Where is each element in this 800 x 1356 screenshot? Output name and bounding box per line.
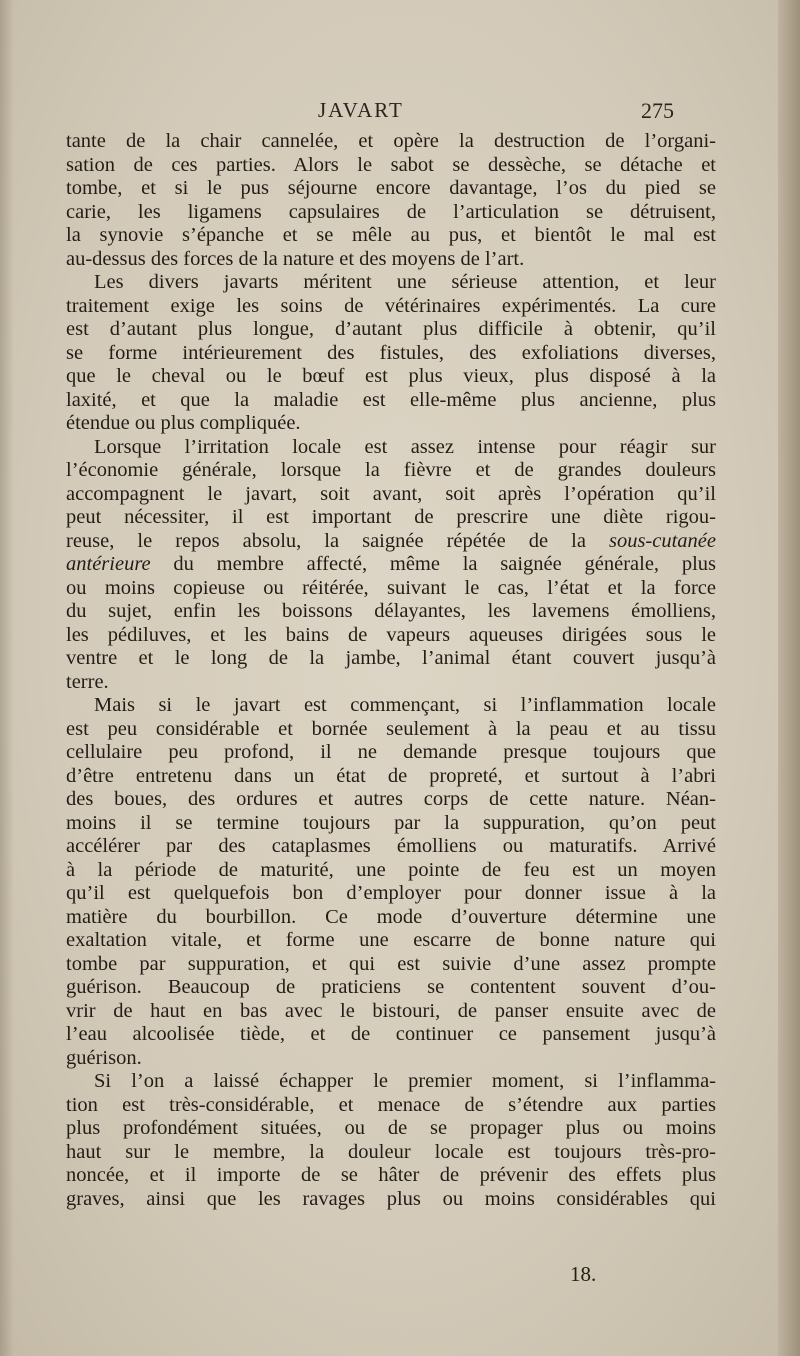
text-line: guérison. Beaucoup de praticiens se contentent souvent d’ou- xyxy=(66,976,716,998)
text-line: Les divers javarts méritent une sérieuse attention, et leur xyxy=(94,271,716,293)
text-line: moins il se termine toujours par la suppuration, qu’on peut xyxy=(66,811,716,834)
text-line: carie, les ligamens capsulaires de l’articulation se détruisent, xyxy=(66,200,716,223)
text-line: Si l’on a laissé échapper le premier moment, si l’inflamma- xyxy=(94,1070,716,1092)
text-line: tombe par suppuration, et qui est suivie d’une assez prompte xyxy=(66,952,716,975)
text-line: accélérer par des cataplasmes émolliens ou maturatifs. Arrivé xyxy=(66,835,716,857)
text-line: l’économie générale, lorsque la fièvre et de grandes douleurs xyxy=(66,459,716,481)
text-line: vrir de haut en bas avec le bistouri, de panser ensuite avec de xyxy=(66,999,716,1022)
page-edge xyxy=(778,0,800,1356)
text-line: peut nécessiter, il est important de prescrire une diète rigou- xyxy=(66,506,716,528)
page-gutter-shadow xyxy=(0,0,14,1356)
text-line: antérieure du membre affecté, même la saignée générale, plus xyxy=(66,553,716,575)
text-line: plus profondément situées, ou de se propager plus ou moins xyxy=(66,1117,716,1139)
text-line: au-dessus des forces de la nature et des moyens de l’art. xyxy=(66,247,525,270)
text-line: étendue ou plus compliquée. xyxy=(66,412,301,434)
text-line: d’être entretenu dans un état de propreté, et surtout à l’abri xyxy=(66,764,716,787)
text-line: traitement exige les soins de vétérinaires expérimentés. La cure xyxy=(66,294,716,317)
text-line: graves, ainsi que les ravages plus ou moins considérables qui xyxy=(66,1187,716,1210)
text-line: reuse, le repos absolu, la saignée répétée de la sous-cutanée xyxy=(66,529,716,552)
text-line: tante de la chair cannelée, et opère la destruction de l’organi- xyxy=(66,130,716,152)
text-line: tombe, et si le pus séjourne encore davantage, l’os du pied se xyxy=(66,177,716,199)
page-header xyxy=(0,98,800,128)
signature-mark: 18. xyxy=(570,1262,597,1286)
text-line: Lorsque l’irritation locale est assez intense pour réagir sur xyxy=(94,435,716,458)
text-line: accompagnent le javart, soit avant, soit après l’opération qu’il xyxy=(66,482,716,505)
text-line: haut sur le membre, la douleur locale est toujours très-pro- xyxy=(66,1140,716,1163)
text-line: les pédiluves, et les bains de vapeurs aqueuses dirigées sous le xyxy=(66,623,716,646)
text-line: des boues, des ordures et autres corps de cette nature. Néan- xyxy=(66,788,716,810)
text-line: cellulaire peu profond, il ne demande presque toujours que xyxy=(66,741,716,763)
text-line: ventre et le long de la jambe, l’animal étant couvert jusqu’à xyxy=(66,647,716,669)
text-line: la synovie s’épanche et se mêle au pus, et bientôt le mal est xyxy=(66,224,716,246)
text-line: qu’il est quelquefois bon d’employer pour donner issue à la xyxy=(66,882,716,904)
text-line: à la période de maturité, une pointe de feu est un moyen xyxy=(66,858,716,881)
text-line: Mais si le javart est commençant, si l’inflammation locale xyxy=(94,694,716,716)
text-line: terre. xyxy=(66,670,109,693)
body-text xyxy=(66,130,716,1211)
running-title: JAVART xyxy=(318,98,404,122)
text-line: tion est très-considérable, et menace de s’étendre aux parties xyxy=(66,1093,716,1116)
text-line: exaltation vitale, et forme une escarre de bonne nature qui xyxy=(66,929,716,951)
text-line: ou moins copieuse ou réitérée, suivant le cas, l’état et la force xyxy=(66,576,716,599)
text-line: se forme intérieurement des fistules, des exfoliations diverses, xyxy=(66,341,716,364)
text-line: est peu considérable et bornée seulement à la peau et au tissu xyxy=(66,717,716,740)
text-line: est d’autant plus longue, d’autant plus difficile à obtenir, qu’il xyxy=(66,318,716,340)
text-line: du sujet, enfin les boissons délayantes, les lavemens émolliens, xyxy=(66,600,716,622)
page-number: 275 xyxy=(641,98,674,123)
text-line: matière du bourbillon. Ce mode d’ouverture détermine une xyxy=(66,905,716,928)
text-line: que le cheval ou le bœuf est plus vieux, plus disposé à la xyxy=(66,365,716,387)
text-line: l’eau alcoolisée tiède, et de continuer ce pansement jusqu’à xyxy=(66,1023,716,1045)
text-line: laxité, et que la maladie est elle-même plus ancienne, plus xyxy=(66,388,716,411)
text-line: guérison. xyxy=(66,1046,142,1069)
text-line: noncée, et il importe de se hâter de prévenir des effets plus xyxy=(66,1164,716,1186)
text-line: sation de ces parties. Alors le sabot se dessèche, se détache et xyxy=(66,153,716,176)
